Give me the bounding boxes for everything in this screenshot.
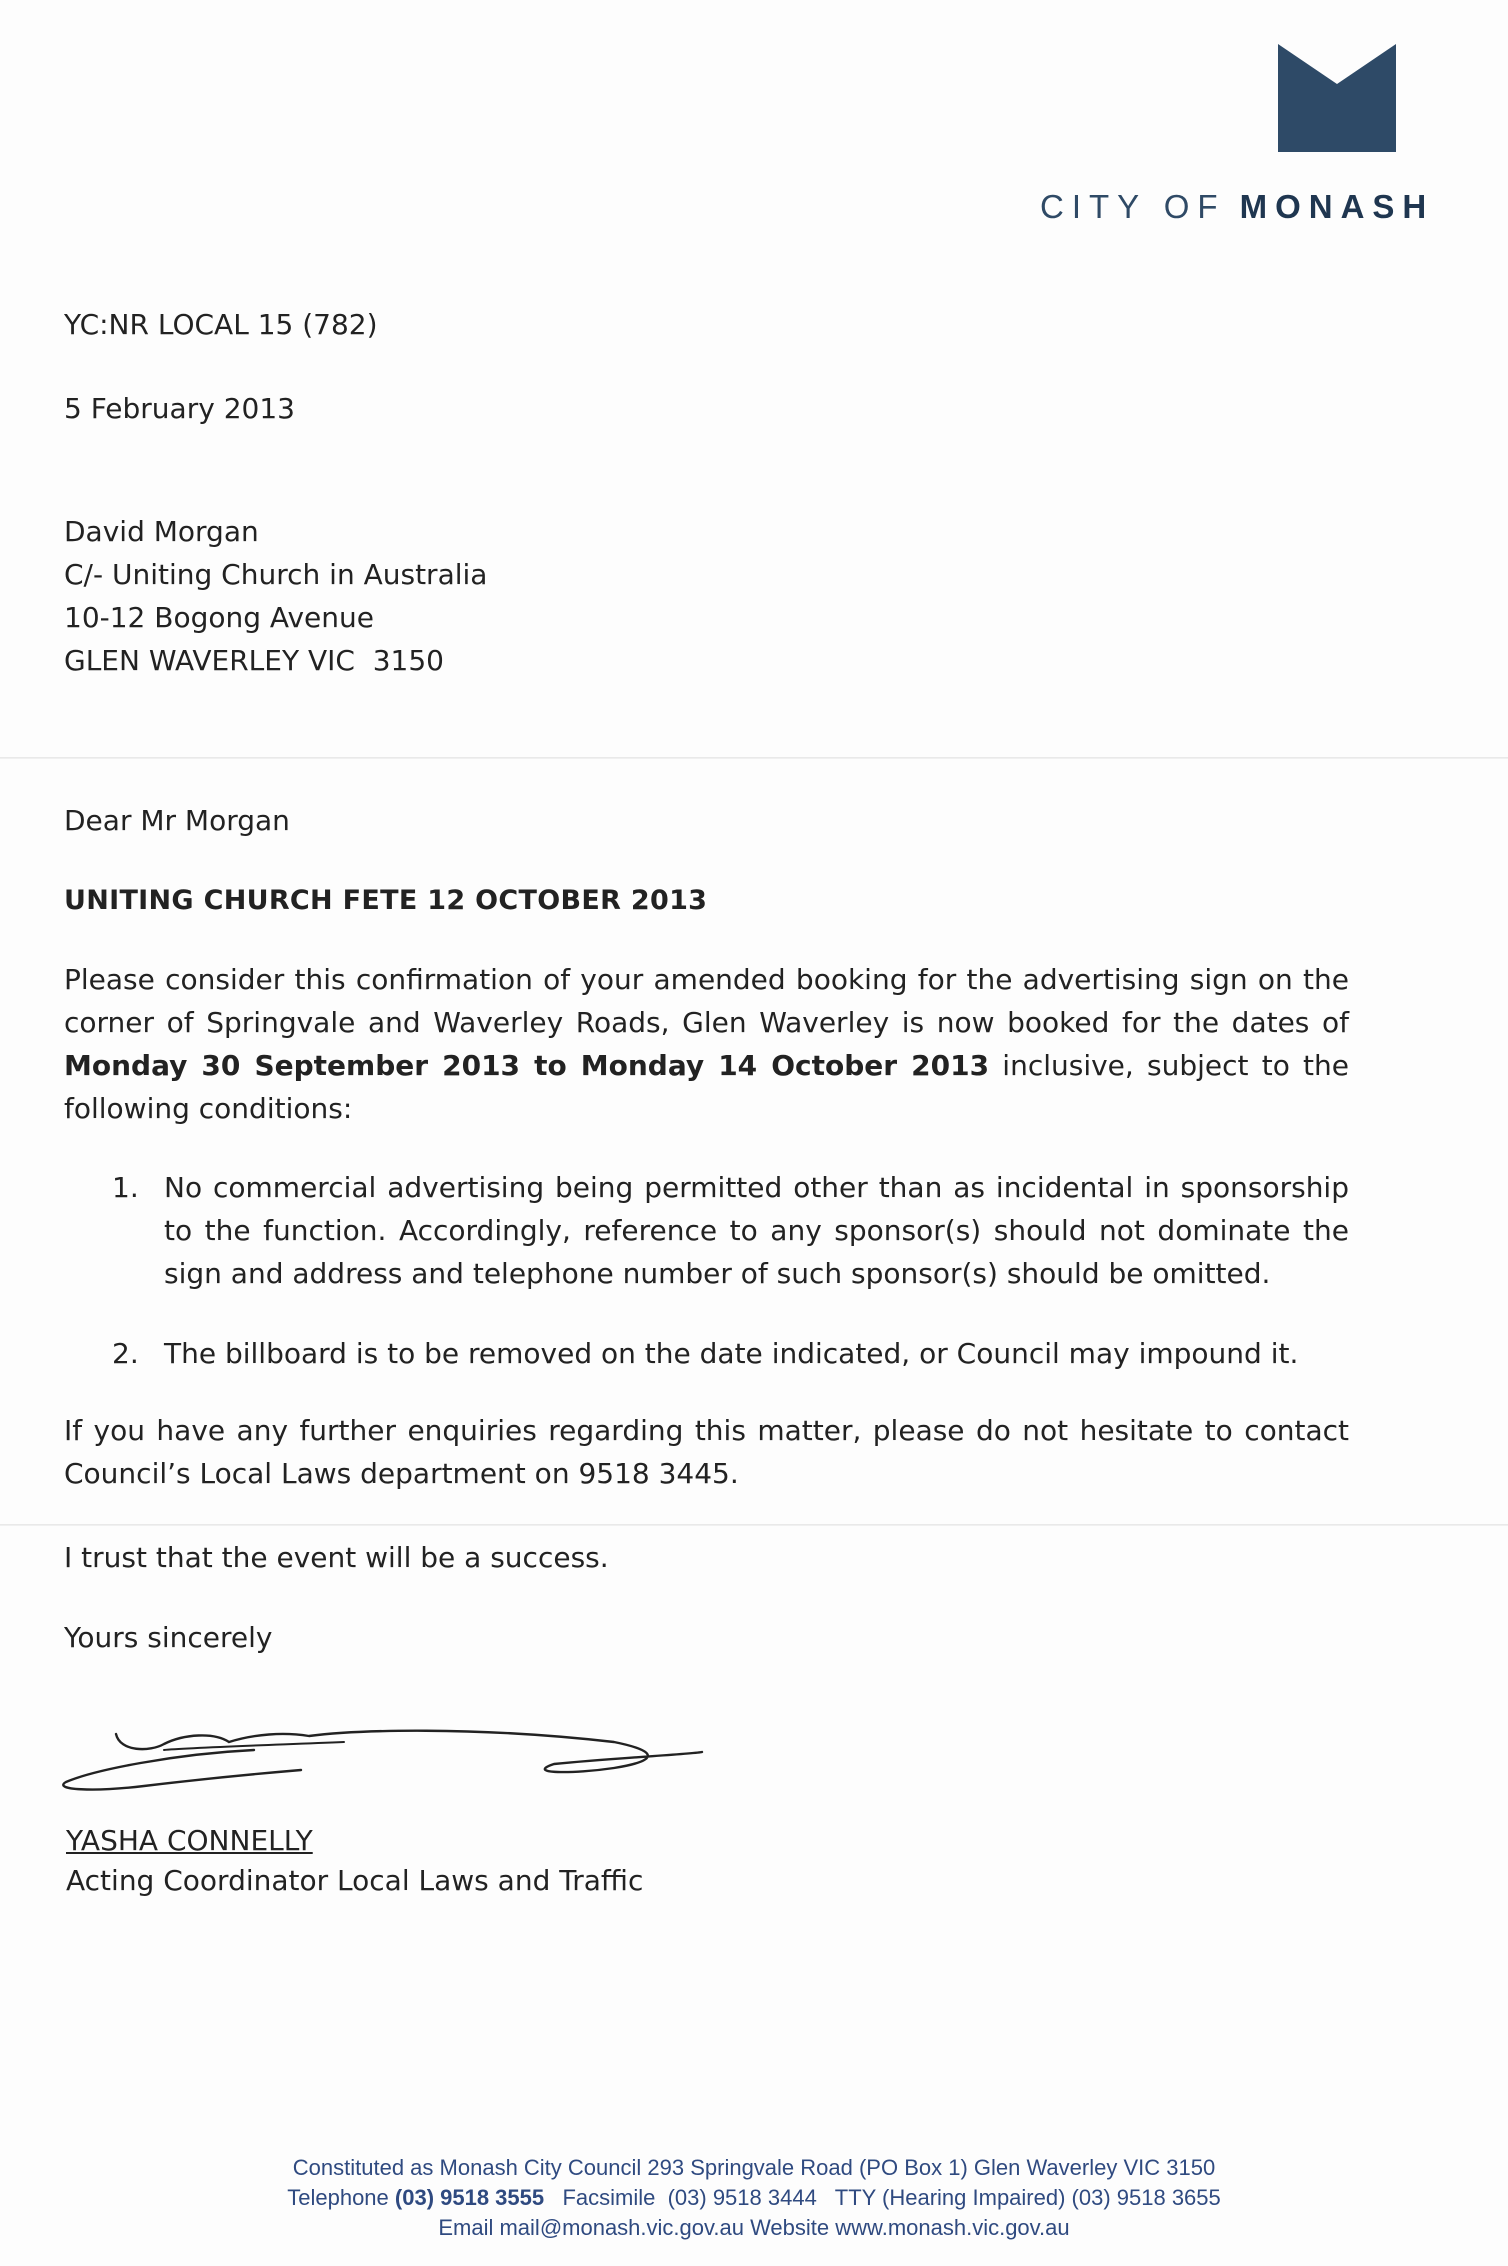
condition-number: 1. bbox=[112, 1171, 139, 1204]
fold-line bbox=[0, 1524, 1508, 1526]
closing-wish: I trust that the event will be a success. bbox=[64, 1541, 609, 1574]
condition-text: The billboard is to be removed on the date indicated, or Council may impound it. bbox=[164, 1337, 1299, 1370]
signature-icon bbox=[54, 1712, 714, 1812]
brand-monash: MONASH bbox=[1239, 188, 1435, 225]
recipient-address bbox=[64, 510, 487, 682]
reference-number: YC:NR LOCAL 15 (782) bbox=[64, 308, 378, 341]
letterhead-brand bbox=[1040, 188, 1490, 226]
condition-number: 2. bbox=[112, 1337, 139, 1370]
footer-web: Email mail@monash.vic.gov.au Website www.monash.vic.gov.au bbox=[438, 2215, 1070, 2240]
condition-item bbox=[112, 1166, 1349, 1295]
signer-title: Acting Coordinator Local Laws and Traffic bbox=[66, 1864, 644, 1897]
recipient-org: C/- Uniting Church in Australia bbox=[64, 558, 488, 591]
footer-fax-tty: Facsimile (03) 9518 3444 TTY (Hearing Impaired) (03) 9518 3655 bbox=[544, 2185, 1221, 2210]
salutation: Dear Mr Morgan bbox=[64, 804, 290, 837]
footer-tel-value: (03) 9518 3555 bbox=[394, 2185, 545, 2210]
letter-date: 5 February 2013 bbox=[64, 392, 295, 425]
brand-city-of: CITY OF bbox=[1040, 188, 1226, 225]
intro-paragraph bbox=[64, 958, 1349, 1130]
recipient-street: 10-12 Bogong Avenue bbox=[64, 601, 374, 634]
signer-name: YASHA CONNELLY bbox=[66, 1824, 313, 1857]
footer-address: Constituted as Monash City Council 293 Springvale Road (PO Box 1) Glen Waverley VIC 3150 bbox=[292, 2155, 1216, 2180]
intro-booking-dates: Monday 30 September 2013 to Monday 14 October 2013 bbox=[64, 1049, 990, 1082]
intro-text-1: Please consider this confirmation of your amended booking for the advertising sign on the corner of Springvale and Waverley Roads, Glen Waverley is now booked for the dates of bbox=[64, 963, 1349, 1039]
fold-line bbox=[0, 757, 1508, 759]
footer-tel-label: Telephone bbox=[287, 2185, 395, 2210]
recipient-city: GLEN WAVERLEY VIC 3150 bbox=[64, 644, 444, 677]
condition-item bbox=[112, 1332, 1349, 1375]
enquiries-paragraph: If you have any further enquiries regarding this matter, please do not hesitate to contact Council’s Local Laws department on 9518 3445. bbox=[64, 1414, 1349, 1490]
condition-text: No commercial advertising being permitted other than as incidental in sponsorship to the function. Accordingly, reference to any sponsor(s) should not dominate the sign and address and telephone number of such sponsor(s) should be omitted. bbox=[164, 1171, 1349, 1290]
letter-subject: UNITING CHURCH FETE 12 OCTOBER 2013 bbox=[64, 885, 708, 916]
footer-contacts bbox=[0, 2185, 1508, 2211]
recipient-name: David Morgan bbox=[64, 515, 259, 548]
intro-text-2: inclusive, subject to the following conditions: bbox=[64, 1049, 1349, 1125]
monash-logo-icon bbox=[1278, 44, 1396, 152]
signoff: Yours sincerely bbox=[64, 1621, 273, 1654]
